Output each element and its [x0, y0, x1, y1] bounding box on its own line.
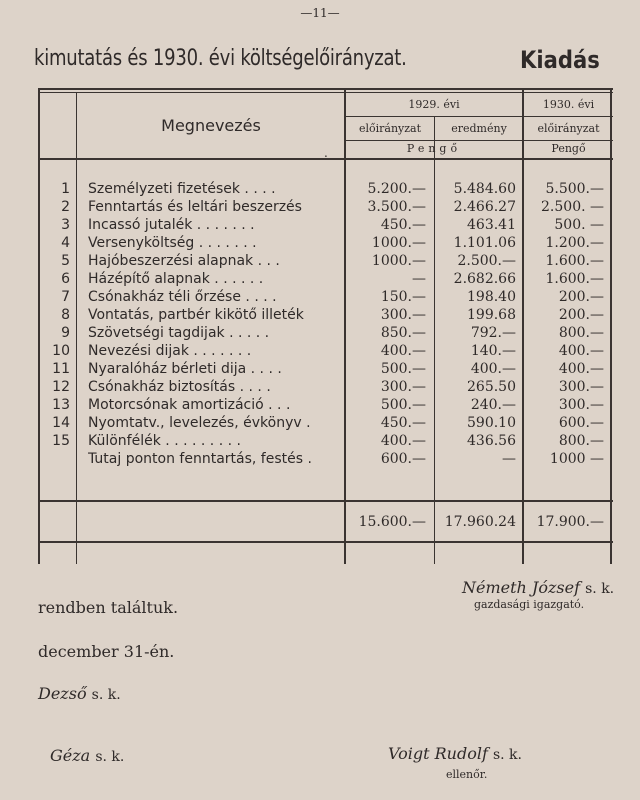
table-top-rule-thin: [38, 92, 613, 93]
table-row: 9 Szövetségi tagdijak . . . . . 850.— 792.— 800.—: [61, 325, 604, 341]
totals-bottom-rule: [38, 541, 613, 543]
table-row: 14 Nyomtatv., levelezés, évkönyv . 450.— 590.10 600.—: [52, 415, 604, 431]
table-row: 6 Házépítő alapnak . . . . . . — 2.682.66 1.600.—: [61, 271, 604, 287]
table-row: Tutaj ponton fenntartás, festés . 600.— — 1000 —: [88, 451, 604, 467]
table-row: 13 Motorcsónak amortizáció . . . 500.— 240.— 300.—: [52, 397, 604, 413]
table-top-rule: [38, 88, 613, 90]
signature-voigt: Voigt Rudolf s. k.: [388, 744, 522, 763]
table-row: 10 Nevezési dijak . . . . . . . 400.— 140.— 400.—: [52, 343, 604, 359]
table-row: 4 Versenyköltség . . . . . . . 1000.— 1.101.06 1.200.—: [61, 235, 604, 251]
header-eloiranyzat-1929: előirányzat: [358, 122, 422, 135]
header-currency-1929: Pengő: [406, 142, 462, 155]
header-eredmeny: eredmény: [451, 122, 507, 135]
signature-dezso: Dezső s. k.: [38, 684, 121, 703]
table-row: 11 Nyaralóház bérleti dija . . . . 500.— 400.— 400.—: [52, 361, 604, 377]
signature-geza: Géza s. k.: [50, 746, 125, 765]
table-row: 2 Fenntartás és leltári beszerzés 3.500.— 2.466.27 2.500. —: [61, 199, 604, 215]
table-row: 7 Csónakház téli őrzése . . . . 150.— 198.40 200.—: [61, 289, 604, 305]
header-rule-sub: [346, 140, 613, 141]
text-date: december 31-én.: [38, 642, 175, 661]
total-budget-1929: 15.600.—: [358, 514, 426, 530]
text-rendben: rendben találtuk.: [38, 598, 179, 617]
total-budget-1930: 17.900.—: [536, 514, 604, 530]
table-row: 5 Hajóbeszerzési alapnak . . . 1000.— 2.500.— 1.600.—: [61, 253, 604, 269]
header-dot: .: [324, 146, 328, 160]
total-result-1929: 17.960.24: [444, 514, 516, 530]
header-currency-1930: Pengő: [551, 142, 586, 155]
header-name-col: Megnevezés: [161, 116, 261, 135]
header-year-1930: 1930. évi: [542, 98, 595, 111]
header-rule-1930: [524, 116, 613, 117]
page-number: —11—: [300, 6, 340, 20]
signature-voigt-title: ellenőr.: [446, 768, 488, 781]
header-year-1929: 1929. évi: [408, 98, 460, 111]
table-row: 12 Csónakház biztosítás . . . . 300.— 265.50 300.—: [52, 379, 604, 395]
totals-top-rule: [38, 500, 613, 502]
page-heading: kimutatás és 1930. évi költségelőirányzat.: [34, 46, 407, 71]
table-row: 15 Különfélék . . . . . . . . . 400.— 436.56 800.—: [52, 433, 604, 449]
header-eloiranyzat-1930: előirányzat: [537, 122, 600, 135]
table-row: 3 Incassó jutalék . . . . . . . 450.— 463.41 500. —: [61, 217, 604, 233]
signature-nemeth: Németh József s. k.: [462, 578, 615, 597]
table-row: 1 Személyzeti fizetések . . . . 5.200.— 5.484.60 5.500.—: [61, 181, 604, 197]
section-title: Kiadás: [520, 46, 600, 74]
signature-nemeth-title: gazdasági igazgató.: [474, 598, 585, 611]
table-row: 8 Vontatás, partbér kikötő illeték 300.— 199.68 200.—: [61, 307, 604, 323]
